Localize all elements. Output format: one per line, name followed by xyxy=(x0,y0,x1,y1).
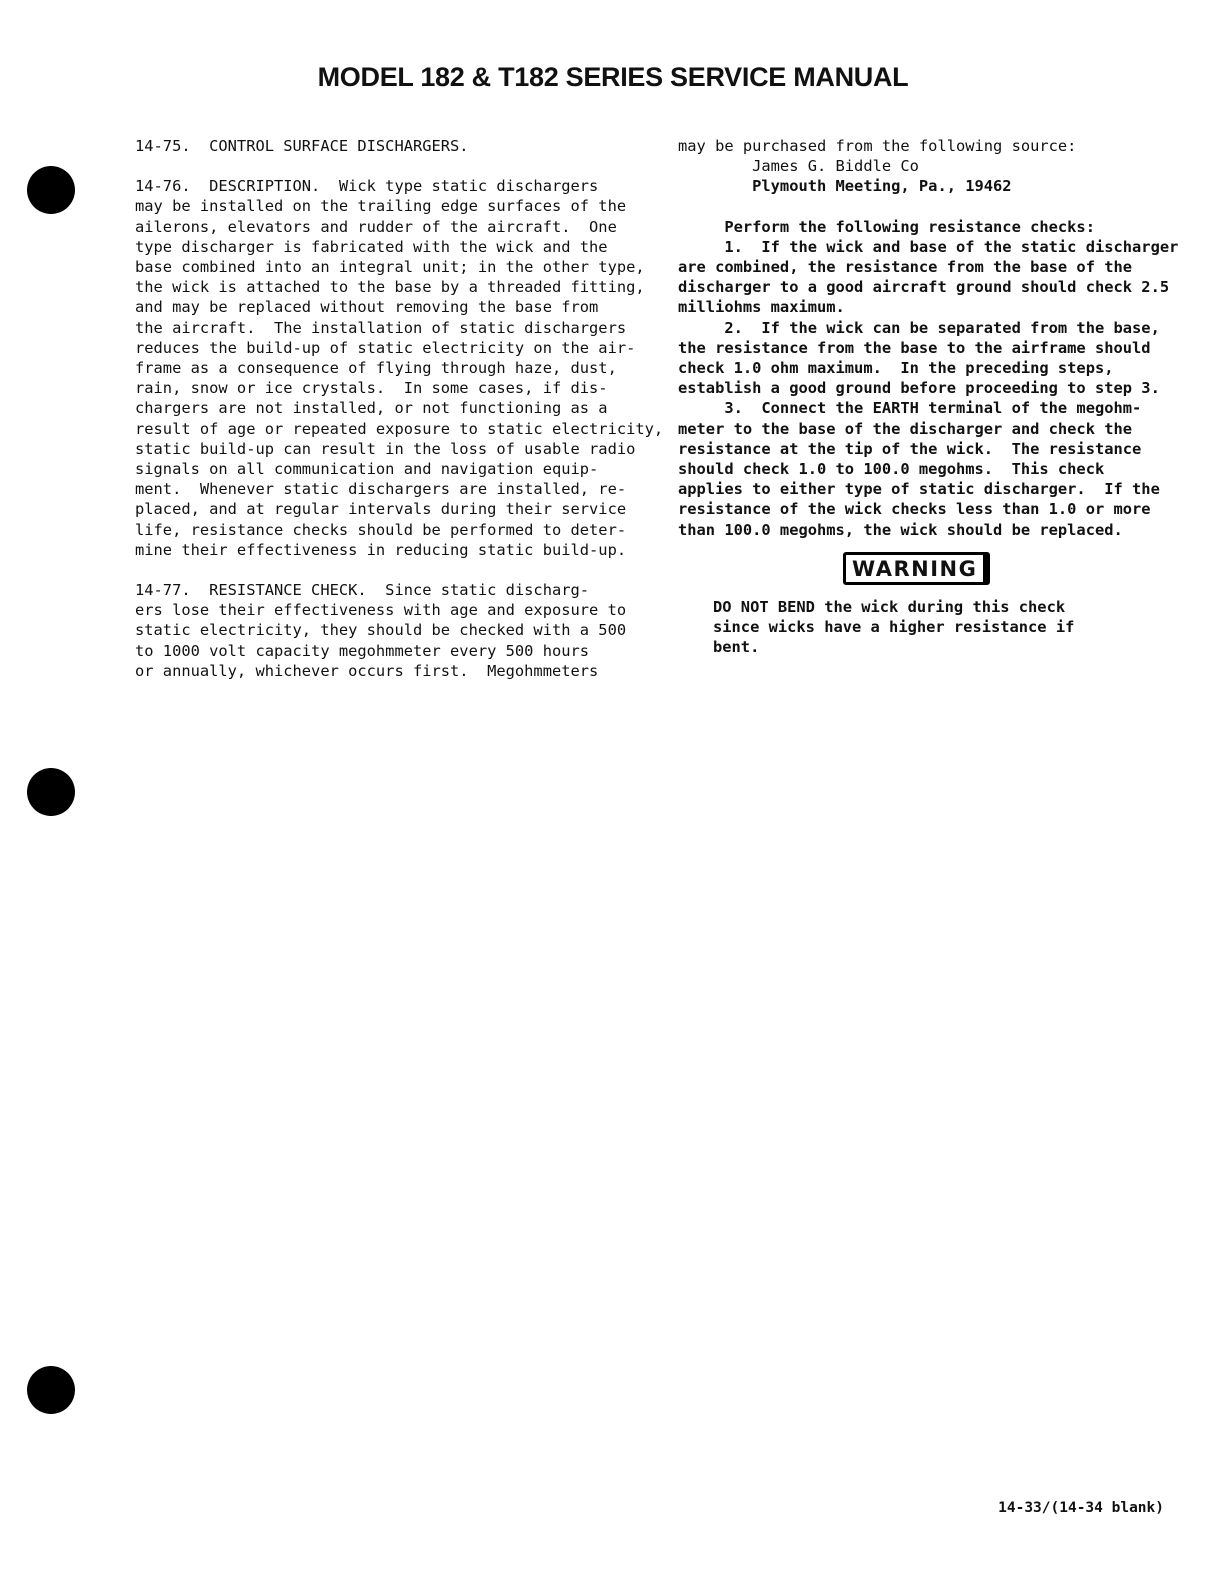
page-number: 14-33/(14-34 blank) xyxy=(998,1500,1164,1516)
text-line: 2. If the wick can be separated from the base, xyxy=(678,318,1160,337)
text-line: the resistance from the base to the airframe should xyxy=(678,338,1151,357)
text-line: reduces the build-up of static electricity on the air- xyxy=(135,338,636,357)
text-line: may be purchased from the following source: xyxy=(678,137,1077,155)
text-line: applies to either type of static discharger. If the xyxy=(678,480,1160,499)
text-line: static build-up can result in the loss of usable radio xyxy=(135,439,636,458)
text-line: are combined, the resistance from the base of the xyxy=(678,258,1133,277)
text-line: ailerons, elevators and rudder of the aircraft. One xyxy=(135,217,617,236)
text-line: since wicks have a higher resistance if xyxy=(713,618,1075,637)
text-line: Perform the following resistance checks: xyxy=(678,217,1095,236)
text-line: may be installed on the trailing edge surfaces of the xyxy=(135,197,627,216)
text-line: Plymouth Meeting, Pa., 19462 xyxy=(678,177,1012,196)
text-line: than 100.0 megohms, the wick should be replaced. xyxy=(678,520,1123,539)
warning-text xyxy=(678,597,1178,658)
text-line: should check 1.0 to 100.0 megohms. This check xyxy=(678,460,1105,479)
text-line: static electricity, they should be checked with a 500 xyxy=(135,621,627,640)
text-line: bent. xyxy=(713,638,760,657)
text-line: type discharger is fabricated with the wick and the xyxy=(135,237,608,256)
text-line: or annually, whichever occurs first. Megohmmeters xyxy=(135,661,599,680)
text-line: result of age or repeated exposure to static electricity, xyxy=(135,419,664,438)
text-line: base combined into an integral unit; in the other type, xyxy=(135,258,645,277)
resistance-checks xyxy=(678,217,1178,540)
text-line: and may be replaced without removing the base from xyxy=(135,298,599,317)
text-line: mine their effectiveness in reducing static build-up. xyxy=(135,540,627,559)
text-line: 14-76. DESCRIPTION. Wick type static dischargers xyxy=(135,177,599,196)
text-line: frame as a consequence of flying through haze, dust, xyxy=(135,359,617,378)
text-line: chargers are not installed, or not functioning as a xyxy=(135,399,608,418)
text-line: to 1000 volt capacity megohmmeter every 500 hours xyxy=(135,641,590,660)
text-line: meter to the base of the discharger and check the xyxy=(678,419,1133,438)
text-line: check 1.0 ohm maximum. In the preceding steps, xyxy=(678,359,1114,378)
text-line: 1. If the wick and base of the static discharger xyxy=(678,237,1179,256)
binder-hole-top xyxy=(27,166,75,214)
text-line: signals on all communication and navigation equip- xyxy=(135,460,599,479)
section-14-76-description xyxy=(135,176,664,560)
left-column xyxy=(135,136,664,681)
text-line: milliohms maximum. xyxy=(678,298,845,317)
text-line: rain, snow or ice crystals. In some cases, if dis- xyxy=(135,379,608,398)
section-heading-14-75: 14-75. CONTROL SURFACE DISCHARGERS. xyxy=(135,137,469,155)
text-line: 3. Connect the EARTH terminal of the megohm- xyxy=(678,399,1142,418)
text-line: discharger to a good aircraft ground should check 2.5 xyxy=(678,278,1170,297)
binder-hole-bottom xyxy=(27,1366,75,1414)
supplier-source xyxy=(678,136,1178,197)
text-line: 14-77. RESISTANCE CHECK. Since static discharg- xyxy=(135,581,590,600)
section-14-77-resistance-check xyxy=(135,580,645,681)
text-line: life, resistance checks should be performed to deter- xyxy=(135,520,627,539)
text-line: placed, and at regular intervals during their service xyxy=(135,500,627,519)
text-line: DO NOT BEND the wick during this check xyxy=(713,597,1066,616)
right-column xyxy=(678,136,1178,657)
text-line: resistance at the tip of the wick. The resistance xyxy=(678,439,1142,458)
text-line: resistance of the wick checks less than 1.0 or more xyxy=(678,500,1151,519)
text-line: the wick is attached to the base by a threaded fitting, xyxy=(135,278,645,297)
text-line: the aircraft. The installation of static dischargers xyxy=(135,318,627,337)
page-title: MODEL 182 & T182 SERIES SERVICE MANUAL xyxy=(317,62,909,92)
text-line: James G. Biddle Co xyxy=(678,157,919,176)
text-line: ment. Whenever static dischargers are installed, re- xyxy=(135,480,627,499)
text-line: establish a good ground before proceeding to step 3. xyxy=(678,379,1160,398)
text-line: ers lose their effectiveness with age and exposure to xyxy=(135,601,627,620)
binder-hole-middle xyxy=(27,768,75,816)
warning-badge: WARNING xyxy=(843,552,990,585)
